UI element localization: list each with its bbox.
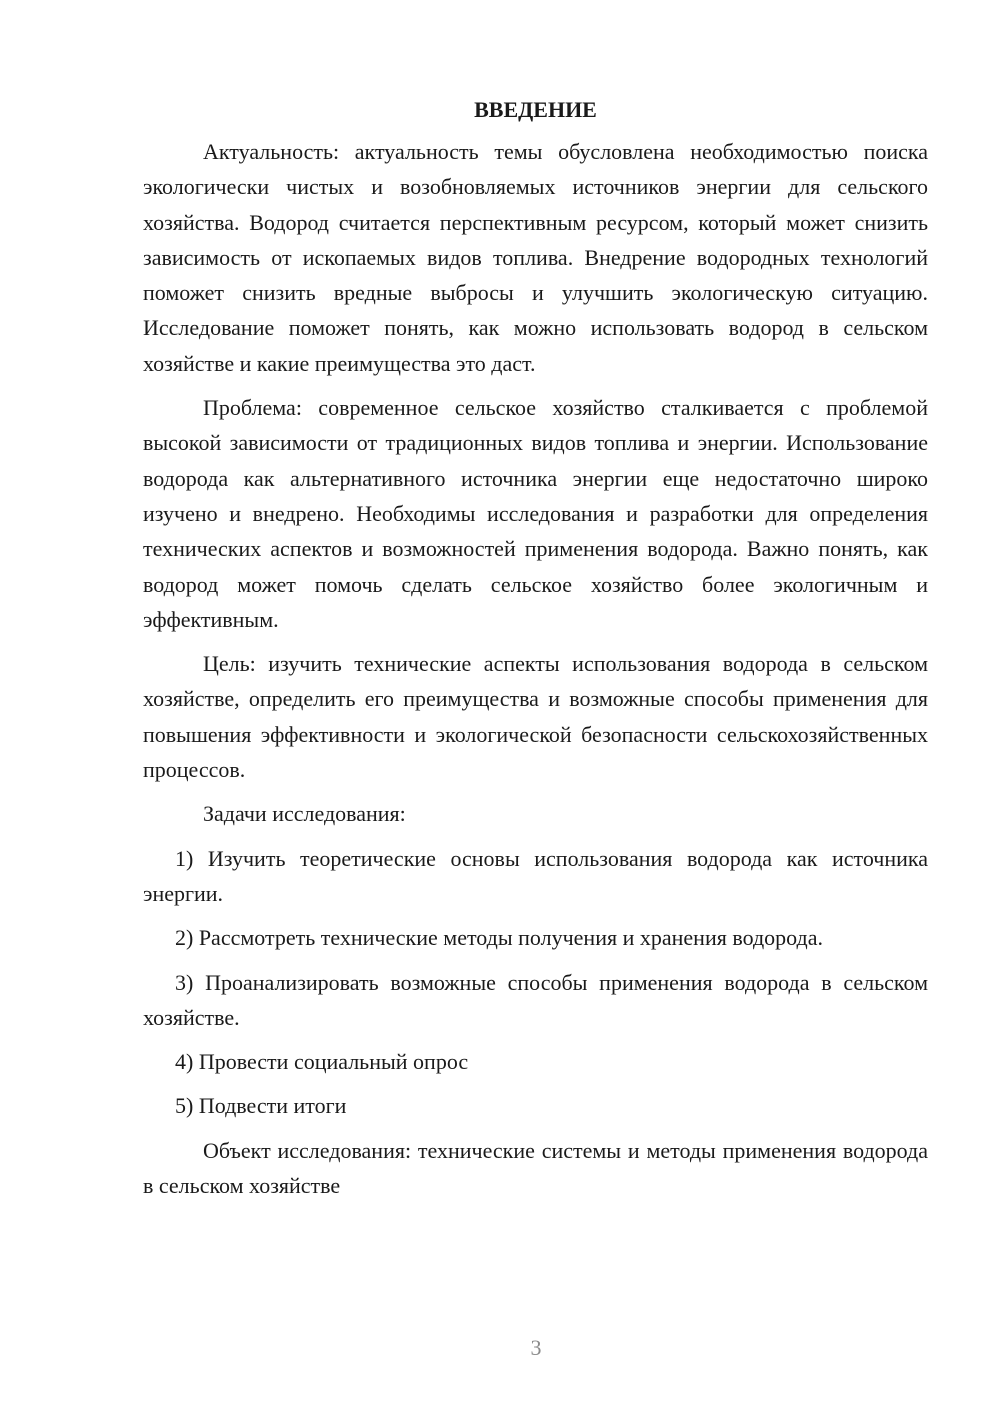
- paragraph-object: Объект исследования: технические системы и методы применения водорода в сельском хозяйстве: [143, 1137, 928, 1199]
- task-item-4: 4) Провести социальный опрос: [175, 1049, 469, 1075]
- task-item-2: 2) Рассмотреть технические методы получения и хранения водорода.: [175, 925, 823, 951]
- paragraph-goal: Цель: изучить технические аспекты использования водорода в сельском хозяйстве, определить его преимущества и возможные способы применения для повышения эффективности и экологической безопасности сельскохозяйственных процессов.: [143, 651, 928, 783]
- task-item-5: 5) Подвести итоги: [175, 1093, 347, 1119]
- task-item-3: 3) Проанализировать возможные способы применения водорода в сельском хозяйстве.: [143, 969, 928, 1030]
- document-page: [143, 92, 928, 1212]
- paragraph-problem: Проблема: современное сельское хозяйство сталкивается с проблемой высокой зависимости от традиционных видов топлива и энергии. Использование водорода как альтернативного источника энергии еще недостаточно широко изучено и внедрено. Необходимы исследования и разработки для определения технических аспектов и возможностей применения водорода. Важно понять, как водород может помочь сделать сельское хозяйство более экологичным и эффективным.: [143, 395, 928, 632]
- tasks-heading: Задачи исследования:: [203, 801, 406, 827]
- page-number: 3: [530, 1335, 542, 1360]
- paragraph-relevance: Актуальность: актуальность темы обусловлена необходимостью поиска экологически чистых и возобновляемых источников энергии для сельского хозяйства. Водород считается перспективным ресурсом, который может снизить зависимость от ископаемых видов топлива. Внедрение водородных технологий поможет снизить вредные выбросы и улучшить экологическую ситуацию. Исследование поможет понять, как можно использовать водород в сельском хозяйстве и какие преимущества это даст.: [143, 139, 928, 376]
- document-heading: ВВЕДЕНИЕ: [474, 97, 597, 122]
- task-item-1: 1) Изучить теоретические основы использования водорода как источника энергии.: [143, 845, 928, 906]
